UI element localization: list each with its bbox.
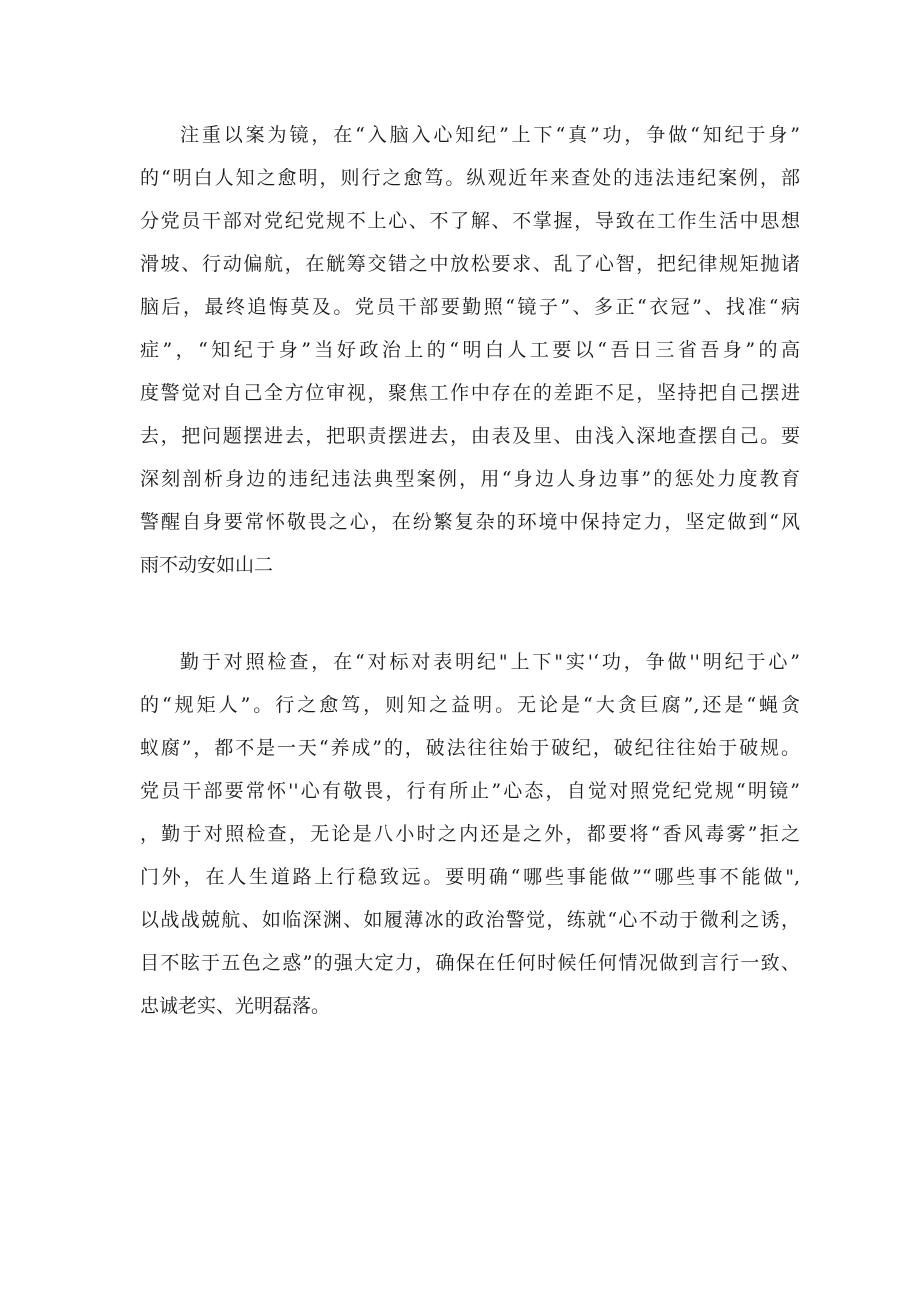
paragraph-line: 门外，在人生道路上行稳致远。要明确“哪些事能做”“哪些事不能做",	[140, 866, 800, 888]
paragraph-line: 蚁腐”，都不是一天“养成”的，破法往往始于破纪，破纪往往始于破规。	[140, 737, 800, 759]
paragraph-line: 注重以案为镜，在“入脑入心知纪”上下“真”功，争做“知纪于身”	[180, 124, 800, 146]
paragraph-line: 雨不动安如山二	[140, 554, 274, 576]
paragraph-line: 忠诚老实、光明磊落。	[140, 995, 331, 1017]
paragraph-line: ，勤于对照检查，无论是八小时之内还是之外，都要将“香风毒雾”拒之	[140, 823, 800, 845]
paragraph-line: 以战战兢航、如临深渊、如履薄冰的政治警觉，练就“心不动于微利之诱，	[140, 909, 800, 931]
paragraph-line: 度警觉对自己全方位审视，聚焦工作中存在的差距不足，坚持把自己摆进	[140, 382, 800, 404]
paragraph-line: 勤于对照检查，在“对标对表明纪"上下"实'‘功，争做''明纪于心”	[180, 651, 800, 673]
paragraph-line: 症”，“知纪于身”当好政治上的“明白人工要以“吾日三省吾身”的高	[140, 339, 800, 361]
paragraph-line: 的“明白人知之愈明，则行之愈笃。纵观近年来查处的违法违纪案例，部	[140, 167, 800, 189]
paragraph-line: 滑坡、行动偏航，在觥筹交错之中放松要求、乱了心智，把纪律规矩抛诸	[140, 253, 800, 275]
paragraph-line: 目不眩于五色之惑”的强大定力，确保在任何时候任何情况做到言行一致、	[140, 952, 800, 974]
paragraph-line: 的“规矩人”。行之愈笃，则知之益明。无论是“大贪巨腐”,还是“蝇贪	[140, 694, 800, 716]
paragraph-line: 深刻剖析身边的违纪违法典型案例，用“身边人身边事”的惩处力度教育	[140, 468, 800, 490]
paragraph-line: 党员干部要常怀''心有敬畏，行有所止”心态，自觉对照党纪党规“明镜”	[140, 780, 800, 802]
paragraph-line: 脑后，最终追悔莫及。党员干部要勤照“镜子”、多正“衣冠”、找准“病	[140, 296, 800, 318]
paragraph-line: 警醒自身要常怀敬畏之心，在纷繁复杂的环境中保持定力，坚定做到“风	[140, 511, 800, 533]
paragraph-line: 分党员干部对党纪党规不上心、不了解、不掌握，导致在工作生活中思想	[140, 210, 800, 232]
paragraph-line: 去，把问题摆进去，把职责摆进去，由表及里、由浅入深地查摆自己。要	[140, 425, 800, 447]
